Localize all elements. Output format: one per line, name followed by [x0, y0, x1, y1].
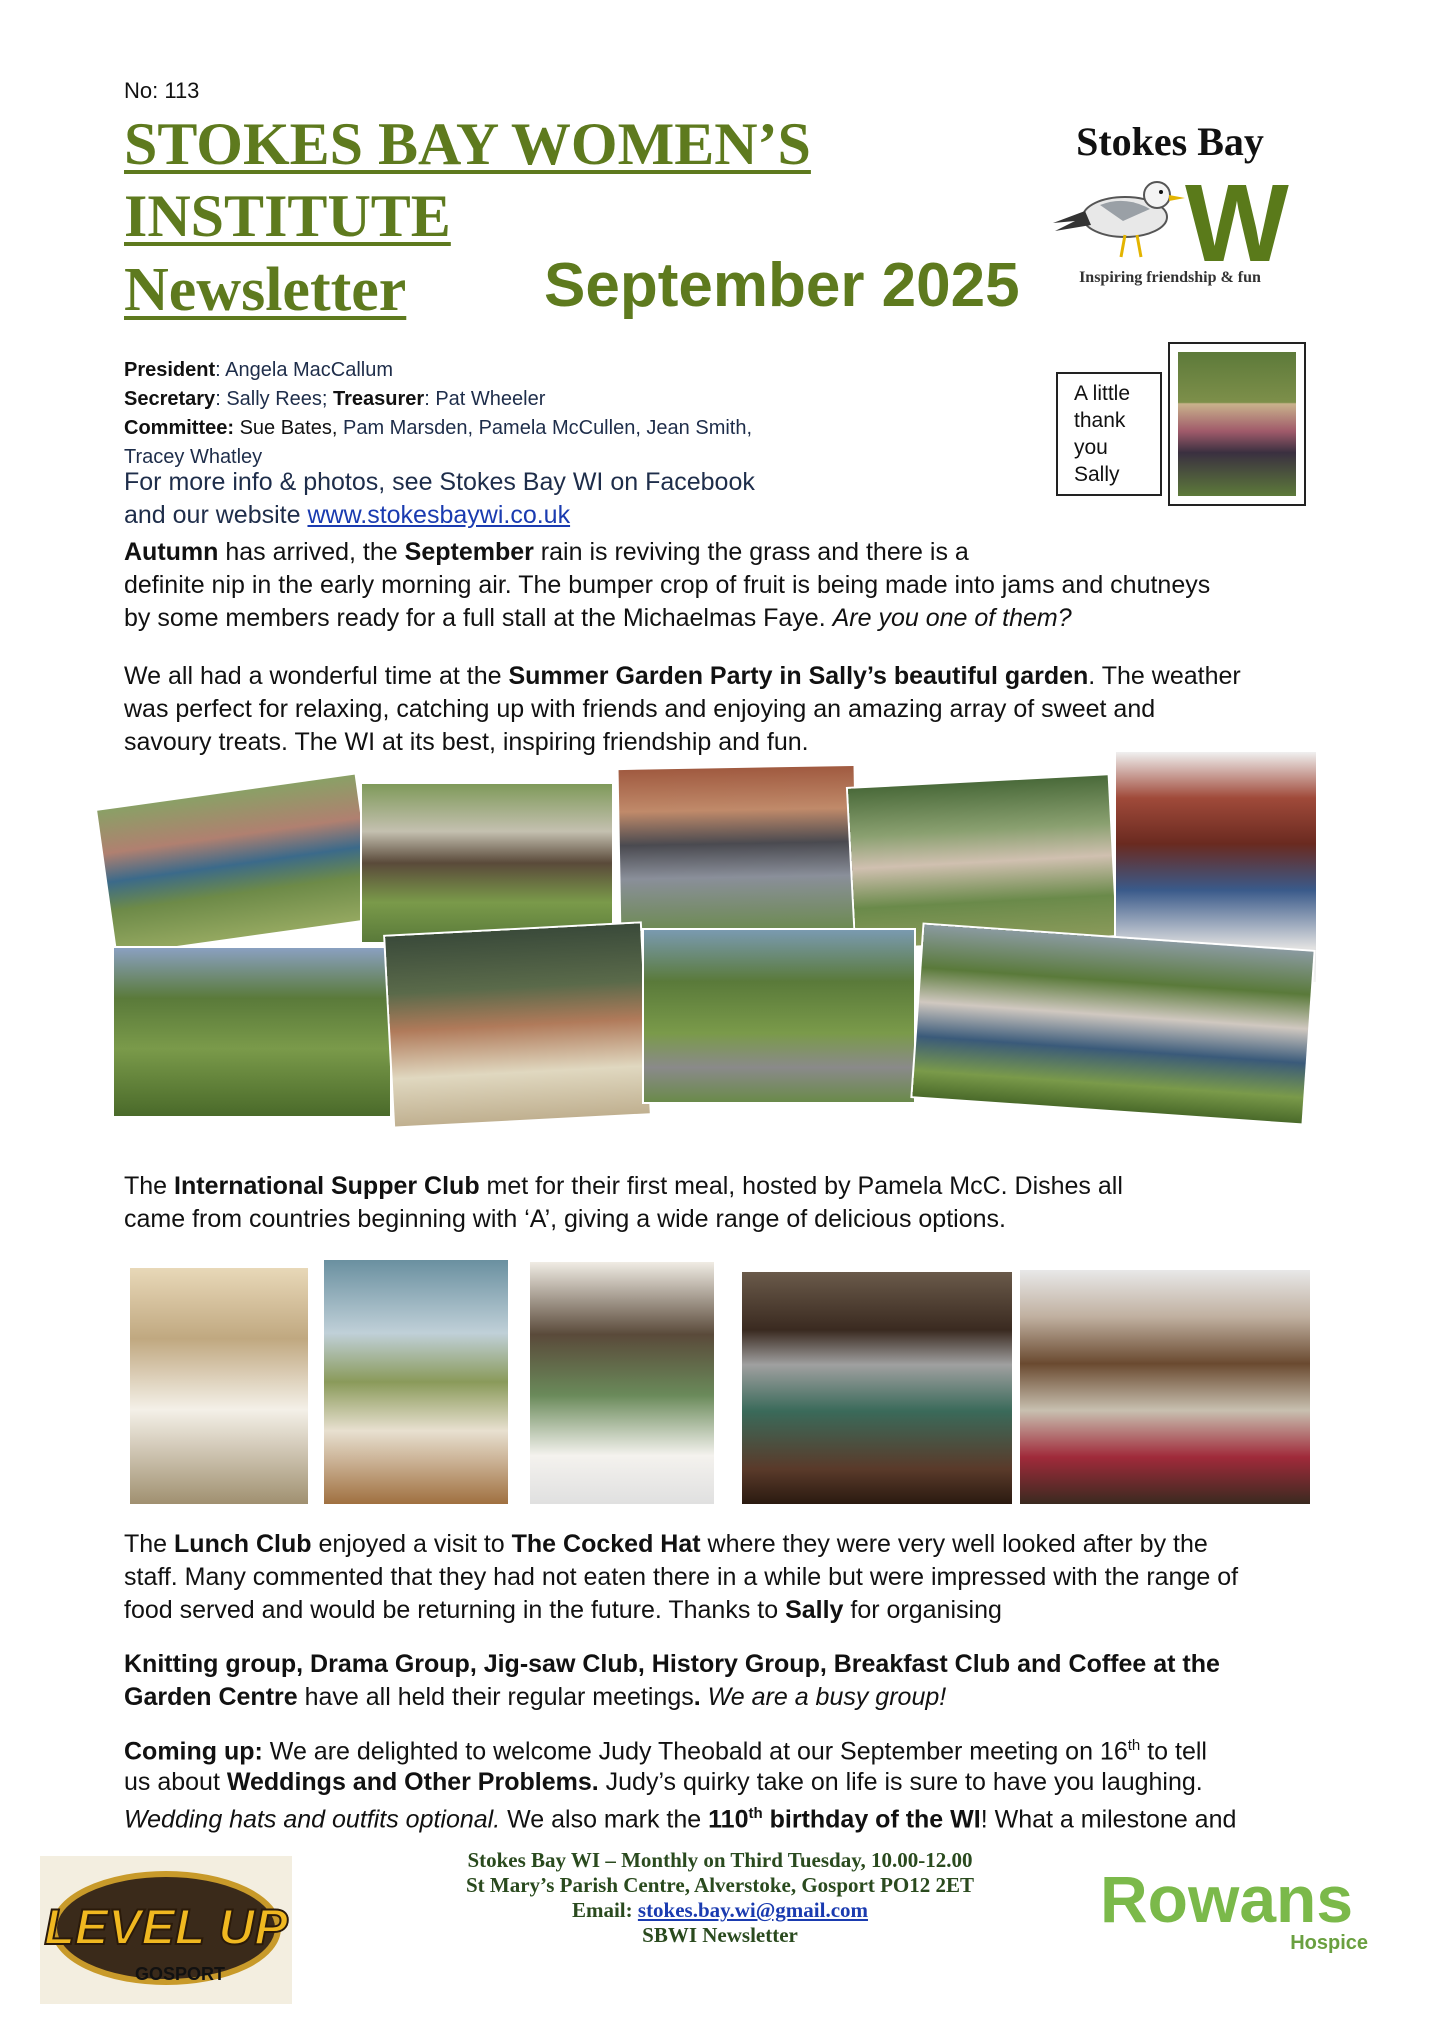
lunch-photo — [742, 1272, 1012, 1504]
logo-tagline: Inspiring friendship & fun — [1079, 269, 1261, 286]
garden-party-paragraph — [124, 660, 1324, 759]
treasurer-name: Pat Wheeler — [435, 388, 546, 410]
thanks-line-1: A little — [1074, 382, 1131, 405]
coming-line-2-end: Judy’s quirky take on life is sure to have you laughing. — [598, 1768, 1203, 1797]
website-link[interactable]: www.stokesbaywi.co.uk — [307, 501, 571, 529]
facebook-info: For more info & photos, see Stokes Bay WI on Facebook — [124, 468, 755, 496]
collage-photo — [114, 948, 390, 1116]
thanks-line-4: Sally — [1074, 463, 1120, 486]
autumn-text-1: has arrived, the — [218, 538, 405, 566]
logo-wi-text: W — [1185, 165, 1289, 265]
groups-bold-3: . — [693, 1683, 701, 1711]
footer-newsletter-label: SBWI Newsletter — [642, 1923, 798, 1947]
coming-text-1: We are delighted to welcome Judy Theobald at our September meeting on 16 — [262, 1737, 1128, 1766]
level-up-sub: GOSPORT — [134, 1964, 226, 1984]
lunch-photo — [1020, 1270, 1310, 1504]
coming-sup-1: th — [1127, 1737, 1141, 1754]
title-line-1: STOKES BAY WOMEN’S — [124, 111, 811, 177]
coming-bold-1: Coming up: — [124, 1737, 263, 1766]
logo-mark — [1045, 165, 1295, 265]
garden-text-2: . The weather — [1088, 662, 1241, 690]
treasurer-label: Treasurer — [333, 388, 425, 410]
coming-up-paragraph — [124, 1730, 1324, 1836]
title-line-2: INSTITUTE — [124, 183, 451, 249]
lunch-line-3-end: for organising — [843, 1596, 1002, 1624]
committee-label: Committee: — [124, 417, 235, 439]
secretary-name: Sally Rees; — [226, 388, 328, 410]
thanks-line-2: thank — [1074, 409, 1126, 432]
officers-block: President: Angela MacCallum Secretary: Sally Rees; Treasurer: Pat Wheeler Committee: Sue Bates, Pam Marsden, Pamela McCullen, Jean Smith, Tracey Whatley — [124, 356, 844, 472]
autumn-bold-1: Autumn — [124, 538, 219, 566]
coming-italic: Wedding hats and outfits optional. — [124, 1805, 501, 1834]
footer-email-label: Email: — [571, 1898, 633, 1922]
supper-bold: International Supper Club — [174, 1172, 480, 1200]
lunch-bold-3: Sally — [785, 1596, 844, 1624]
info-block — [124, 466, 884, 532]
autumn-question: Are you one of them? — [832, 604, 1072, 632]
autumn-text-2: rain is reviving the grass and there is a — [533, 538, 969, 566]
rowans-sub: Hospice — [1290, 1932, 1368, 1954]
title-line-3: Newsletter — [124, 256, 407, 324]
supper-photo — [530, 1262, 714, 1504]
supper-photo — [130, 1268, 308, 1504]
coming-sup-2: th — [748, 1805, 763, 1823]
issue-month: September 2025 — [544, 251, 1020, 320]
autumn-line-3: by some members ready for a full stall at the Michaelmas Faye. — [124, 604, 826, 632]
coming-bold-4: birthday of the WI — [762, 1805, 981, 1834]
rowans-hospice-logo — [1100, 1862, 1380, 1966]
coming-line-3: We also mark the — [500, 1805, 709, 1834]
thank-you-box — [1056, 372, 1162, 496]
lunch-line-3: food served and would be returning in the future. Thanks to — [124, 1596, 786, 1624]
lunch-club-paragraph — [124, 1528, 1324, 1627]
lunch-text-3: where they were very well looked after by the — [700, 1530, 1208, 1558]
lunch-bold-1: Lunch Club — [174, 1530, 312, 1558]
footer-meeting: Stokes Bay WI – Monthly on Third Tuesday, 10.00-12.00 — [467, 1848, 973, 1872]
president-name: Angela MacCallum — [225, 359, 394, 381]
supper-club-paragraph — [124, 1170, 1324, 1236]
lunch-text-1: The — [124, 1530, 175, 1558]
collage-photo — [912, 925, 1313, 1124]
supper-photo — [324, 1260, 508, 1504]
coming-text-2: to tell — [1140, 1737, 1207, 1766]
coming-bold-3: 110 — [708, 1805, 749, 1834]
committee-first: Sue Bates, — [239, 417, 338, 439]
collage-photo — [644, 930, 914, 1102]
footer-info — [300, 1848, 1140, 1948]
collage-photo — [97, 775, 375, 955]
footer-email-link[interactable]: stokes.bay.wi@gmail.com — [637, 1898, 869, 1922]
garden-line-3: savoury treats. The WI at its best, inspiring friendship and fun. — [124, 728, 809, 756]
groups-bold-2: Garden Centre — [124, 1683, 298, 1711]
seagull-icon — [1045, 165, 1295, 265]
supper-text-1: The — [124, 1172, 175, 1200]
collage-photo — [619, 766, 857, 938]
logo-title: Stokes Bay — [1076, 119, 1264, 164]
president-label: President — [124, 359, 216, 381]
footer-address: St Mary’s Parish Centre, Alverstoke, Gosport PO12 2ET — [465, 1873, 975, 1897]
website-prefix: and our website — [124, 501, 301, 529]
thanks-line-3: you — [1074, 436, 1108, 459]
lunch-bold-2: The Cocked Hat — [511, 1530, 701, 1558]
garden-party-collage — [100, 752, 1320, 1142]
groups-italic: We are a busy group! — [700, 1683, 947, 1711]
level-up-gosport-logo — [40, 1856, 292, 2004]
autumn-line-2: definite nip in the early morning air. The bumper crop of fruit is being made into jams and chutneys — [124, 571, 1211, 599]
groups-paragraph — [124, 1648, 1324, 1714]
collage-photo — [848, 775, 1116, 948]
autumn-bold-2: September — [404, 538, 534, 566]
committee-names-2: Tracey Whatley — [124, 446, 263, 468]
secretary-label: Secretary — [124, 388, 216, 410]
rowans-text: Rowans — [1100, 1862, 1354, 1936]
groups-bold-1: Knitting group, Drama Group, Jig-saw Club, History Group, Breakfast Club and Coffee at the — [124, 1650, 1220, 1678]
groups-text: have all held their regular meetings — [297, 1683, 694, 1711]
thank-you-photo — [1168, 342, 1306, 506]
collage-photo — [385, 923, 650, 1126]
issue-number: No: 113 — [124, 78, 200, 103]
collage-photo — [362, 784, 612, 942]
garden-line-2: was perfect for relaxing, catching up with friends and enjoying an amazing array of sweet and — [124, 695, 1156, 723]
garden-text-1: We all had a wonderful time at the — [124, 662, 509, 690]
garden-bold: Summer Garden Party in Sally’s beautiful garden — [508, 662, 1089, 690]
autumn-paragraph — [124, 536, 1324, 635]
lunch-line-2: staff. Many commented that they had not eaten there in a while but were impressed with the range of — [124, 1563, 1239, 1591]
coming-line-2: us about — [124, 1768, 227, 1797]
stokes-bay-wi-logo — [1045, 118, 1295, 303]
coming-bold-2: Weddings and Other Problems. — [226, 1768, 599, 1797]
level-up-text: LEVEL UP — [44, 1899, 288, 1955]
supper-text-2: met for their first meal, hosted by Pamela McC. Dishes all — [479, 1172, 1123, 1200]
coming-line-3-end: ! What a milestone and — [980, 1805, 1237, 1834]
committee-names: Pam Marsden, Pamela McCullen, Jean Smith, — [342, 417, 753, 439]
lunch-text-2: enjoyed a visit to — [311, 1530, 512, 1558]
supper-line-2: came from countries beginning with ‘A’, giving a wide range of delicious options. — [124, 1205, 1006, 1233]
